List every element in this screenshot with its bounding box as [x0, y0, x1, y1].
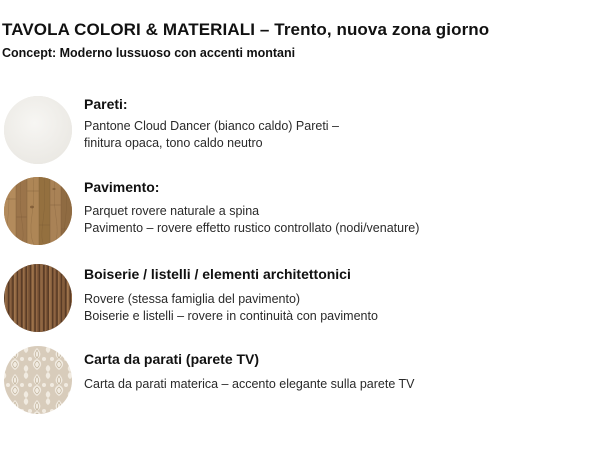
material-description-line: Carta da parati materica – accento elegante sulla parete TV — [84, 377, 415, 391]
oak-slats-swatch-icon — [4, 264, 72, 332]
oak-parquet-swatch-icon — [4, 177, 72, 245]
material-title: Boiserie / listelli / elementi architettonici — [84, 266, 351, 282]
material-description-line: Pavimento – rovere effetto rustico controllato (nodi/venature) — [84, 221, 420, 235]
material-title: Pareti: — [84, 96, 128, 112]
material-title: Pavimento: — [84, 179, 160, 195]
material-description-line: Boiserie e listelli – rovere in continuità con pavimento — [84, 309, 378, 323]
material-description-line: Pantone Cloud Dancer (bianco caldo) Pareti – — [84, 119, 340, 133]
material-description-line: Parquet rovere naturale a spina — [84, 204, 260, 218]
material-title: Carta da parati (parete TV) — [84, 351, 260, 367]
white-paint-swatch-icon — [4, 96, 72, 164]
page-title: TAVOLA COLORI & MATERIALI – Trento, nuova zona giorno — [2, 20, 490, 39]
material-description-line: finitura opaca, tono caldo neutro — [84, 136, 263, 150]
concept-subtitle: Concept: Moderno lussuoso con accenti montani — [2, 46, 296, 60]
material-description-line: Rovere (stessa famiglia del pavimento) — [84, 292, 301, 306]
damask-wallpaper-swatch-icon — [4, 346, 72, 414]
